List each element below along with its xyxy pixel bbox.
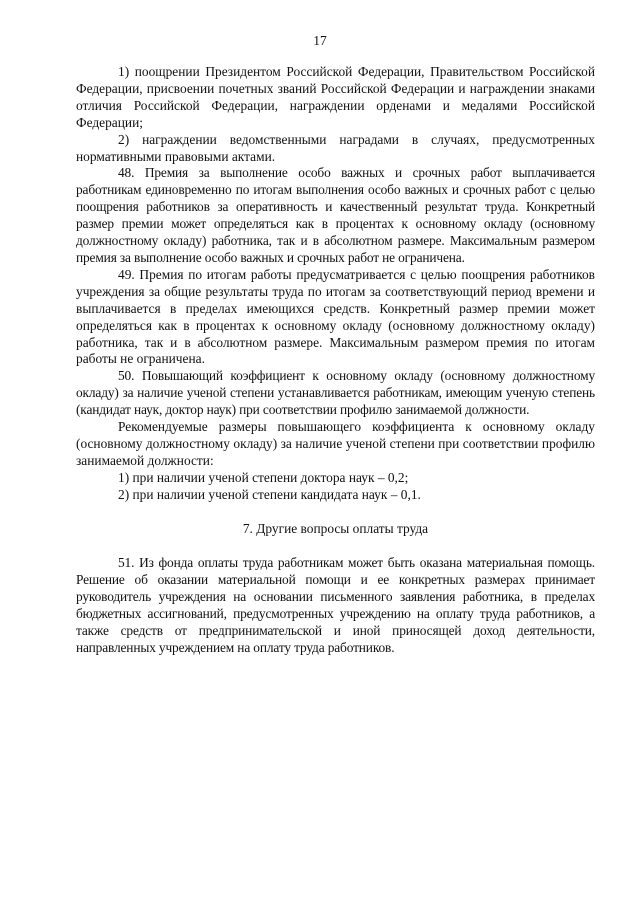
paragraph-50-academic-degree-coefficient: 50. Повышающий коэффициент к основному окладу (основному должностному окладу) за наличие ученой степени устанавливается работникам, имеющим ученую степень (кандидат наук, доктор наук) при соответствии профилю занимаемой должности. — [76, 368, 595, 418]
paragraph-doctor-coefficient: 1) при наличии ученой степени доктора наук – 0,2; — [118, 469, 409, 485]
section-title: 7. Другие вопросы оплаты труда — [242, 520, 429, 536]
paragraph-recommended-coefficients: Рекомендуемые размеры повышающего коэффициента к основному окладу (основному должностному окладу) за наличие ученой степени при соответствии профилю занимаемой должности: — [76, 419, 595, 468]
paragraph-51-material-assistance: 51. Из фонда оплаты труда работникам может быть оказана материальная помощь. Решение об оказании материальной помощи и ее конкретных размерах принимает руководитель учреждения на основании письменного заявления работника, в пределах бюджетных ассигнований, предусмотренных учреждению на оплату труда работников, а также средств от предпринимательской и иной приносящей доход деятельности, направленных учреждением на оплату труда работников. — [76, 555, 595, 655]
paragraph-item-1-awards: 1) поощрении Президентом Российской Федерации, Правительством Российской Федерации, присвоении почетных званий Российской Федерации и награждении знаками отличия Российской Федерации, награждении орденами и медалями Российской Федерации; — [76, 64, 595, 130]
page-number: 17 — [313, 33, 327, 48]
document-body — [76, 64, 595, 657]
paragraph-48-urgent-work-bonus: 48. Премия за выполнение особо важных и срочных работ выплачивается работникам единовременно по итогам выполнения особо важных и срочных работ с целью поощрения работников за оперативность и качественный результат труда. Конкретный размер премии может определяться как в процентах к основному окладу (основному должностному окладу) работника, так и в абсолютном размере. Максимальным размером премия за выполнение особо важных и срочных работ не ограничена. — [76, 165, 595, 265]
paragraph-candidate-coefficient: 2) при наличии ученой степени кандидата наук – 0,1. — [118, 486, 421, 502]
paragraph-item-2-departmental-awards: 2) награждении ведомственными наградами в случаях, предусмотренных нормативными правовыми актами. — [76, 131, 595, 164]
paragraph-49-performance-bonus: 49. Премия по итогам работы предусматривается с целью поощрения работников учреждения за общие результаты труда по итогам за соответствующий период времени и выплачивается в пределах имеющихся средств. Конкретный размер премии может определяться как в процентах к основному окладу (основному должностному окладу) работника, так и в абсолютном размере. Максимальным размером премия по итогам работы не ограничена. — [76, 266, 595, 367]
